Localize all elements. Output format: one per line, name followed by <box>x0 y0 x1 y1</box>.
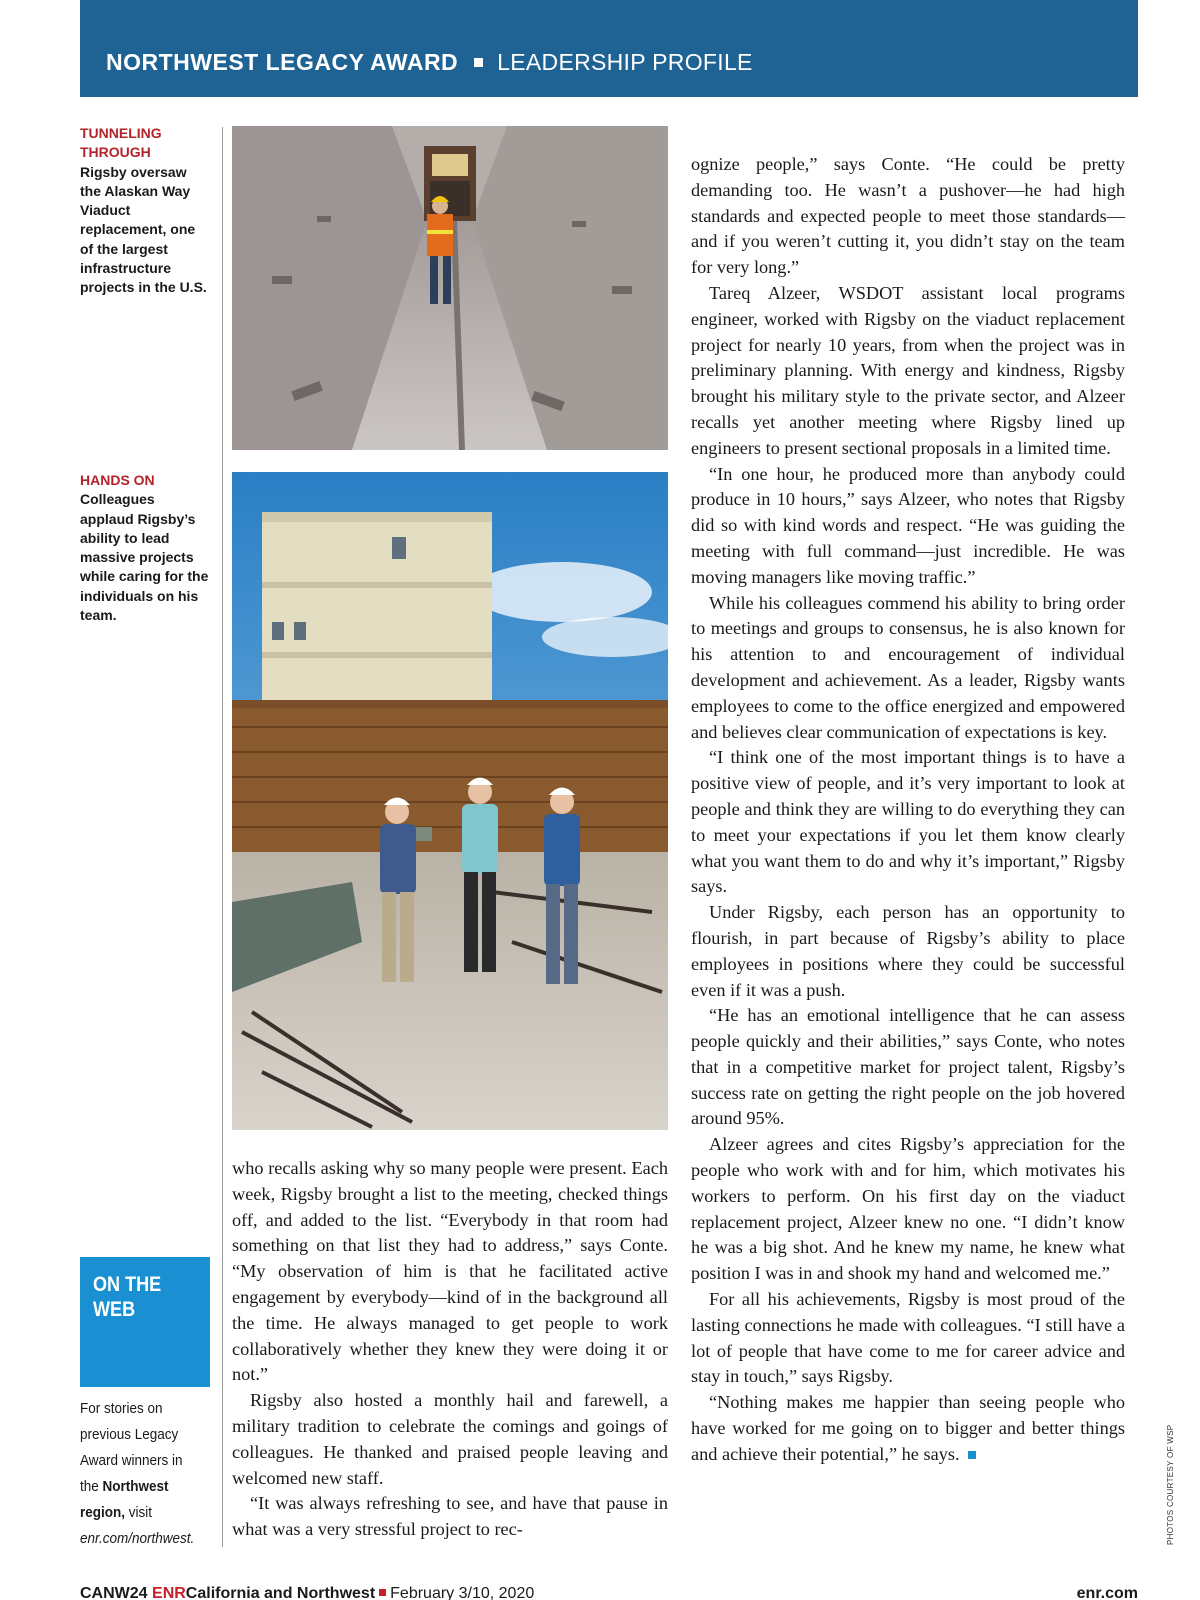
site-visit-photo <box>232 472 668 1130</box>
paragraph: “It was always refreshing to see, and have that pause in what was a very stressful project to rec- <box>232 1493 668 1540</box>
banner-title <box>106 49 753 76</box>
caption-heading: HANDS ON <box>80 472 155 488</box>
page-footer <box>80 1585 1138 1600</box>
paragraph: Rigsby also hosted a monthly hail and farewell, a military tradition to celebrate the comings and goings of colleagues. He thanked and praised people leaving and welcomed new staff. <box>232 1390 668 1488</box>
site-visit-illustration <box>232 472 668 1130</box>
paragraph-final <box>691 1390 1125 1467</box>
paragraph: who recalls asking why so many people were present. Each week, Rigsby brought a list to the meeting, checked things off, and added to the list. “Everybody in that room had something on that list they had to address,” says Conte. “My observation of him is that he facilitated active engagement by everybody—kind of in the background all the time. He always managed to get people to work collaboratively whether they knew they were doing it or not.” <box>232 1158 668 1385</box>
brand-logo: ENR <box>152 1585 186 1600</box>
paragraph-final-text: “Nothing makes me happier than seeing people who have worked for me going on to bigger and better things and achieve their potential,” he says. <box>691 1392 1125 1464</box>
paragraph: Alzeer agrees and cites Rigsby’s appreciation for the people who work with and for him, which motivates his workers to perform. On his first day on the viaduct replacement project, Alzeer knew no one. “I didn’t know he was a big shot. And he knew my name, he knew what position I was in and shook my hand and welcomed me.” <box>691 1134 1125 1284</box>
paragraph: Under Rigsby, each person has an opportunity to flourish, in part because of Rigsby’s ability to place employees in positions where they could be successful even if it was a push. <box>691 902 1125 1000</box>
tunnel-photo <box>232 126 668 450</box>
tunnel-illustration <box>232 126 668 450</box>
footer-separator <box>379 1589 386 1596</box>
page-number: CANW24 <box>80 1585 148 1600</box>
article-column-middle <box>232 1156 668 1543</box>
on-the-web-box <box>80 1257 210 1387</box>
section-title: NORTHWEST LEGACY AWARD <box>106 49 459 75</box>
section-banner <box>80 0 1138 97</box>
web-note-visit: visit <box>125 1504 153 1521</box>
end-mark <box>968 1451 976 1459</box>
paragraph: “I think one of the most important things is to have a positive view of people, and it’s very important to look at people and think they are willing to do everything they can to meet your expectations if you let them know clearly what you want them to do and why it’s important,” Rigsby says. <box>691 747 1125 897</box>
paragraph: “He has an emotional intelligence that he can assess people quickly and their abilities,” says Conte, who notes that in a competitive market for project talent, Rigsby’s success rate on getting the right people on the job hovered around 95%. <box>691 1005 1125 1129</box>
caption-hands-on <box>80 471 210 625</box>
site-link[interactable]: enr.com <box>1076 1585 1138 1600</box>
banner-separator <box>474 58 483 67</box>
web-note-text: For stories on previous Legacy Award winners in the <box>80 1400 183 1495</box>
on-the-web-title: ON THE WEB <box>93 1273 162 1321</box>
caption-heading: TUNNELING THROUGH <box>80 125 162 161</box>
edition-name: California and Northwest <box>185 1585 376 1600</box>
on-the-web-note <box>80 1396 202 1552</box>
caption-tunneling <box>80 124 210 298</box>
paragraph: For all his achievements, Rigsby is most proud of the lasting connections he made with colleagues. “I still have a lot of people that have come to me for career advice and stay in touch,” says Rigsby. <box>691 1289 1125 1387</box>
subsection-title: LEADERSHIP PROFILE <box>497 49 753 75</box>
issue-date: February 3/10, 2020 <box>390 1585 535 1600</box>
column-divider <box>222 127 223 1547</box>
photo-credit: PHOTOS COURTESY OF WSP <box>1166 1424 1175 1545</box>
article-column-right <box>691 152 1125 1468</box>
web-note-region: Northwest region, <box>80 1478 169 1521</box>
paragraph: ognize people,” says Conte. “He could be pretty demanding too. He wasn’t a pushover—he had high standards and expected people to meet those standards—and if you weren’t cutting it, you didn’t stay on the team for very long.” <box>691 154 1125 278</box>
paragraph: While his colleagues commend his ability to bring order to meetings and groups to consensus, he is also known for his attention to and encouragement of individual development and achievement. As a leader, Rigsby wants employees to come to the office energized and empowered and believes clear communication of expectations is key. <box>691 592 1125 742</box>
paragraph: “In one hour, he produced more than anybody could produce in 10 hours,” says Alzeer, who notes that Rigsby did so with kind words and respect. “He was guiding the meeting with full command—just incredible. He was moving managers like moving traffic.” <box>691 463 1125 587</box>
paragraph: Tareq Alzeer, WSDOT assistant local programs engineer, worked with Rigsby on the viaduct replacement project for nearly 10 years, from when the project was in preliminary planning. With energy and kindness, Rigsby brought his military style to the private sector, and Alzeer recalls yet another meeting where Rigsby lined up engineers to present sectional proposals in a limited time. <box>691 282 1125 458</box>
caption-text: Rigsby oversaw the Alaskan Way Viaduct replacement, one of the largest infrastructure projects in the U.S. <box>80 163 207 296</box>
web-note-link[interactable]: enr.com/northwest. <box>80 1530 195 1547</box>
caption-text: Colleagues applaud Rigsby’s ability to lead massive projects while caring for the individuals on his team. <box>80 491 209 624</box>
